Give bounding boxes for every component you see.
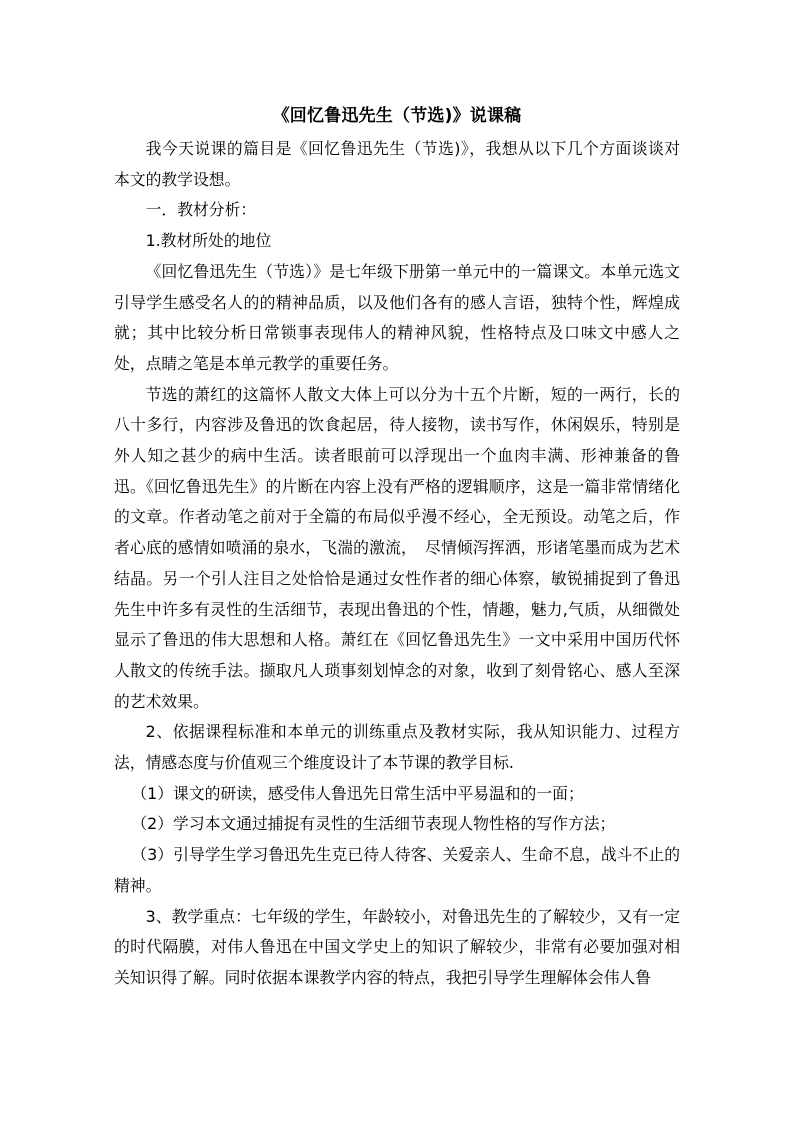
paragraph-essay-analysis: 节选的萧红的这篇怀人散文大体上可以分为十五个片断，短的一两行，长的八十多行，内容涉及鲁迅的饮食起居，待人接物，读书写作，休闲娱乐，特别是外人知之甚少的病中生活。读者眼前可以浮现出一个血肉丰满、形神兼备的鲁迅。《回忆鲁迅先生》的片断在内容上没有严格的逻辑顺序，这是一篇非常情绪化的文章。作者动笔之前对于全篇的布局似乎漫不经心，全无预设。动笔之后，作者心底的感情如喷涌的泉水，飞湍的激流， 尽情倾泻挥洒，形诸笔墨而成为艺术结晶。另一个引人注目之处恰恰是通过女性作者的细心体察，敏锐捕捉到了鲁迅先生中许多有灵性的生活细节，表现出鲁迅的个性，情趣，魅力,气质，从细微处显示了鲁迅的伟大思想和人格。萧红在《回忆鲁迅先生》一文中采用中国历代怀人散文的传统手法。撷取凡人琐事刻划悼念的对象，收到了刻骨铭心、感人至深的艺术效果。 [114, 384, 680, 711]
goal-item-1: （1）课文的研读，感受伟人鲁迅先日常生活中平易温和的一面； [131, 783, 584, 803]
document-page [114, 102, 680, 994]
document-title: 《回忆鲁迅先生（节选)》说课稿 [272, 106, 522, 126]
goal-item-2: （2）学习本文通过捕捉有灵性的生活细节表现人物性格的写作方法； [131, 814, 616, 834]
paragraph-unit-overview: 《回忆鲁迅先生（节选）》是七年级下册第一单元中的一篇课文。本单元选文引导学生感受名人的的精神品质，以及他们各有的感人言语，独特个性，辉煌成就；其中比较分析日常锁事表现伟人的精神风貌，性格特点及口味文中感人之处，点睛之笔是本单元教学的重要任务。 [114, 261, 680, 373]
paragraph-teaching-goals: 2、依据课程标准和本单元的训练重点及教材实际，我从知识能力、过程方法，情感态度与价值观三个维度设计了本节课的教学目标. [114, 722, 680, 773]
subheading-textbook-position: 1.教材所处的地位 [145, 231, 272, 251]
goal-item-3: （3）引导学生学习鲁迅先生克已待人待客、关爱亲人、生命不息，战斗不止的精神。 [114, 845, 680, 895]
section-heading-textbook-analysis: 一．教材分析： [145, 200, 257, 220]
intro-paragraph: 我今天说课的篇目是《回忆鲁迅先生（节选)》，我想从以下几个方面谈谈对本文的教学设想。 [114, 139, 680, 189]
paragraph-teaching-focus: 3、教学重点：七年级的学生，年龄较小，对鲁迅先生的了解较少，又有一定的时代隔膜，对伟人鲁迅在中国文学史上的知识了解较少，非常有必要加强对相关知识得了解。同时依据本课教学内容的特点，我把引导学生理解体会伟人鲁 [114, 906, 680, 987]
